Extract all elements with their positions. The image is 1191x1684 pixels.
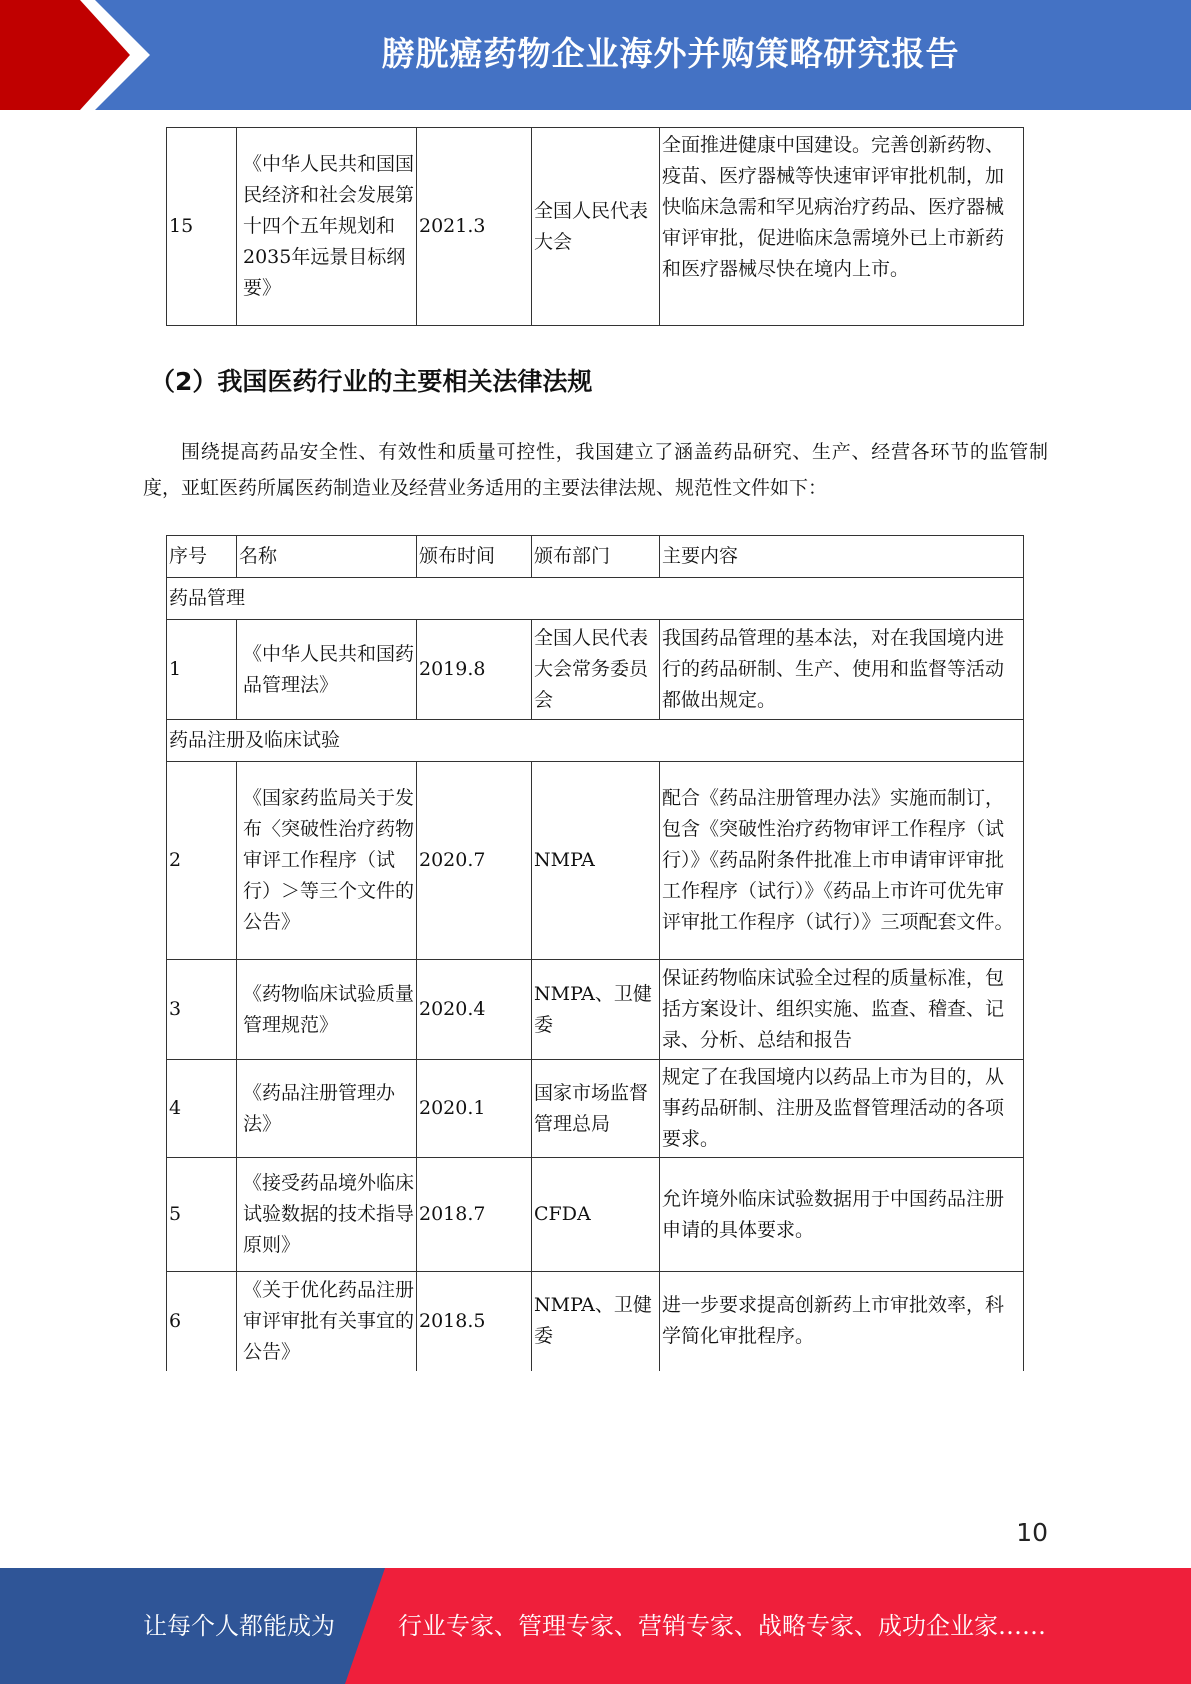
page-header <box>0 0 1191 110</box>
cell-date: 2018.7 <box>417 1158 532 1272</box>
regulations-table <box>166 535 1024 1371</box>
table-row <box>167 1272 1024 1371</box>
table-row <box>167 128 1024 326</box>
cell-date: 2020.4 <box>417 960 532 1060</box>
cell-content: 规定了在我国境内以药品上市为目的，从事药品研制、注册及监督管理活动的各项要求。 <box>660 1060 1024 1158</box>
cell-no: 6 <box>167 1272 237 1371</box>
cell-dept: 国家市场监督管理总局 <box>532 1060 660 1158</box>
cell-no: 15 <box>167 128 237 326</box>
cell-name: 《药物临床试验质量管理规范》 <box>237 960 417 1060</box>
cell-date: 2018.5 <box>417 1272 532 1371</box>
cell-date: 2021.3 <box>417 128 532 326</box>
group-label: 药品注册及临床试验 <box>167 720 1024 762</box>
cell-dept: CFDA <box>532 1158 660 1272</box>
cell-content: 我国药品管理的基本法，对在我国境内进行的药品研制、生产、使用和监督等活动都做出规定。 <box>660 620 1024 720</box>
footer-slogan-left: 让每个人都能成为 <box>143 1612 335 1640</box>
cell-content: 保证药物临床试验全过程的质量标准，包括方案设计、组织实施、监查、稽查、记录、分析、总结和报告 <box>660 960 1024 1060</box>
cell-date: 2020.1 <box>417 1060 532 1158</box>
section-heading: （2）我国医药行业的主要相关法律法规 <box>150 367 593 396</box>
page-number: 10 <box>1016 1518 1048 1547</box>
cell-name: 《药品注册管理办法》 <box>237 1060 417 1158</box>
body-paragraph: 围绕提高药品安全性、有效性和质量可控性，我国建立了涵盖药品研究、生产、经营各环节的监管制度，亚虹医药所属医药制造业及经营业务适用的主要法律法规、规范性文件如下： <box>143 441 1048 499</box>
cell-name: 《接受药品境外临床试验数据的技术指导原则》 <box>237 1158 417 1272</box>
cell-dept: NMPA、卫健委 <box>532 1272 660 1371</box>
header-dept: 颁布部门 <box>532 536 660 578</box>
table-row <box>167 1060 1024 1158</box>
group-row <box>167 720 1024 762</box>
cell-dept: 全国人民代表大会常务委员会 <box>532 620 660 720</box>
header-no: 序号 <box>167 536 237 578</box>
cell-content: 进一步要求提高创新药上市审批效率，科学简化审批程序。 <box>660 1272 1024 1371</box>
table-row <box>167 762 1024 960</box>
cell-no: 1 <box>167 620 237 720</box>
cell-content: 全面推进健康中国建设。完善创新药物、疫苗、医疗器械等快速审评审批机制，加快临床急需和罕见病治疗药品、医疗器械审评审批，促进临床急需境外已上市新药和医疗器械尽快在境内上市。 <box>660 128 1024 326</box>
table-header-row <box>167 536 1024 578</box>
header-content: 主要内容 <box>660 536 1024 578</box>
chevron-logo-icon <box>0 0 150 110</box>
footer-slogan-right: 行业专家、管理专家、营销专家、战略专家、成功企业家…… <box>398 1612 1046 1640</box>
header-date: 颁布时间 <box>417 536 532 578</box>
cell-no: 4 <box>167 1060 237 1158</box>
group-label: 药品管理 <box>167 578 1024 620</box>
header-name: 名称 <box>237 536 417 578</box>
cell-date: 2019.8 <box>417 620 532 720</box>
cell-name: 《国家药监局关于发布〈突破性治疗药物审评工作程序（试行）＞等三个文件的公告》 <box>237 762 417 960</box>
table-row <box>167 960 1024 1060</box>
cell-content: 允许境外临床试验数据用于中国药品注册申请的具体要求。 <box>660 1158 1024 1272</box>
cell-name: 《中华人民共和国国民经济和社会发展第十四个五年规划和2035年远景目标纲要》 <box>237 128 417 326</box>
cell-dept: NMPA <box>532 762 660 960</box>
table-row <box>167 620 1024 720</box>
cell-content: 配合《药品注册管理办法》实施而制订，包含《突破性治疗药物审评工作程序（试行）》《药品附条件批准上市申请审评审批工作程序（试行）》《药品上市许可优先审评审批工作程序（试行）》三项配套文件。 <box>660 762 1024 960</box>
cell-no: 3 <box>167 960 237 1060</box>
table-row <box>167 1158 1024 1272</box>
cell-dept: 全国人民代表大会 <box>532 128 660 326</box>
page-footer <box>0 1568 1191 1684</box>
policy-table-continued <box>166 127 1024 326</box>
cell-no: 2 <box>167 762 237 960</box>
cell-dept: NMPA、卫健委 <box>532 960 660 1060</box>
cell-date: 2020.7 <box>417 762 532 960</box>
group-row <box>167 578 1024 620</box>
document-title: 膀胱癌药物企业海外并购策略研究报告 <box>381 34 960 73</box>
cell-name: 《关于优化药品注册审评审批有关事宜的公告》 <box>237 1272 417 1371</box>
cell-name: 《中华人民共和国药品管理法》 <box>237 620 417 720</box>
cell-no: 5 <box>167 1158 237 1272</box>
